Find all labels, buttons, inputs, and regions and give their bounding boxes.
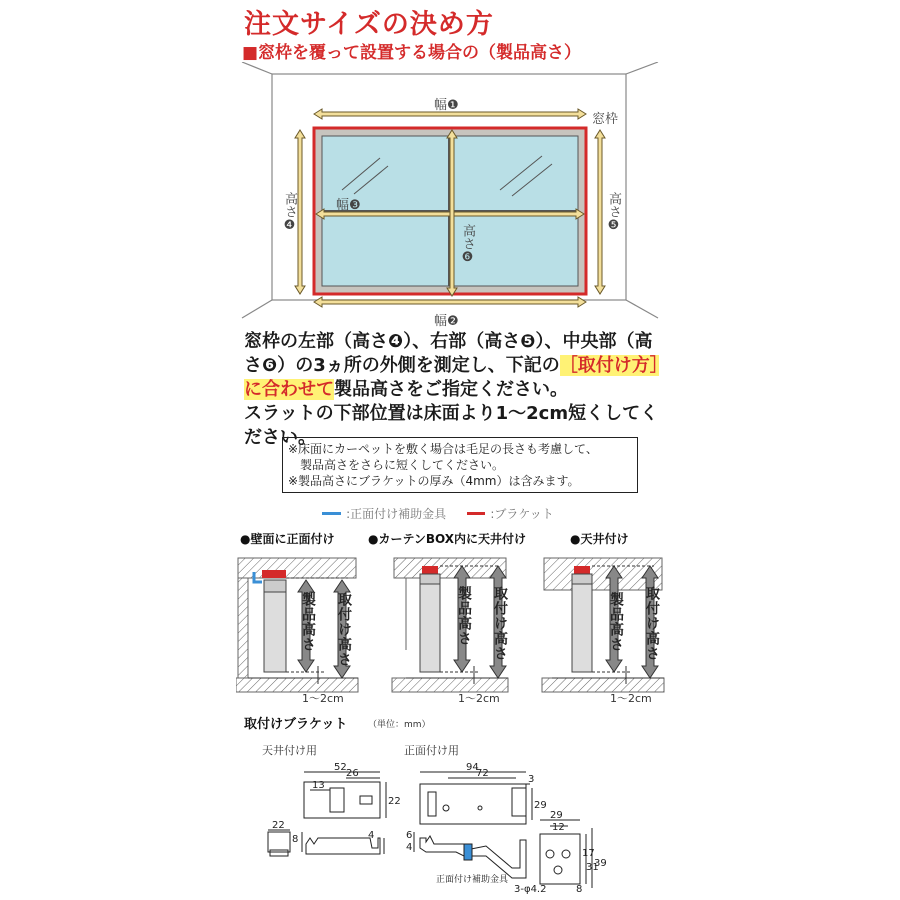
front-bracket-label: 正面付け用 [404,744,459,757]
instruction-text [244,330,664,450]
bracket-drawings [250,758,610,898]
dim-22: 22 [388,796,401,807]
dim-13: 13 [312,780,325,791]
method-3-product-height: 製品高さ [608,592,624,652]
method-2-label: ●カーテンBOX内に天井付け [368,532,527,546]
instruction-part-2: スラットの下部位置は床面より1～2cm短くしてください。 [244,403,659,448]
bracket-section-title: 取付けブラケット [244,717,348,732]
dim-39: 39 [594,858,607,869]
method-2-product-height: 製品高さ [456,586,472,646]
method-1-install-height: 取付け高さ [336,592,352,667]
page-title: 注文サイズの決め方 [244,9,494,40]
dim-12: 12 [552,822,565,833]
method-2-gap: 1～2cm [458,692,500,705]
height-5-label: 高さ❺ [606,192,621,233]
dim-8: 8 [292,834,299,845]
dim-22b: 22 [272,820,285,831]
legend [322,503,554,522]
instruction-part-1-end: 製品高さをご指定ください。 [334,379,568,400]
dim-94: 94 [466,762,479,773]
method-3-install-height: 取付け高さ [644,586,660,661]
instruction-highlight: ［取付け方］に合わせて [244,355,659,400]
frame-label: 窓枠 [592,112,619,127]
dim-31: 31 [586,862,599,873]
aux-bracket-swatch [322,512,341,515]
width-1-label: 幅❶ [434,98,459,113]
dim-6: 6 [406,830,413,841]
height-6-label: 高さ❻ [460,224,475,265]
bracket-swatch [467,512,485,515]
height-4-label: 高さ❹ [282,192,297,233]
method-3-label: ●天井付け [570,532,629,546]
dim-26: 26 [346,768,359,779]
dim-72: 72 [476,768,489,779]
note-line-2: 製品高さをさらに短くしてください。 [288,458,505,472]
method-2-install-height: 取付け高さ [492,586,508,661]
dim-4: 4 [368,830,375,841]
ceiling-bracket-label: 天井付け用 [262,744,317,757]
method-1-label: ●壁面に正面付け [240,532,335,546]
note-line-1: ※床面にカーペットを敷く場合は毛足の長さも考慮して、 [288,442,598,456]
hole-dim: 3-φ4.2 [514,884,547,895]
dim-8b: 8 [576,884,583,895]
method-3-gap: 1～2cm [610,692,652,705]
method-1-gap: 1～2cm [302,692,344,705]
dim-52: 52 [334,762,347,773]
dim-4b: 4 [406,842,413,853]
width-3-label: 幅❸ [336,198,361,213]
legend-aux-label: :正面付け補助金具 [346,507,447,521]
dim-17: 17 [582,848,595,859]
legend-bracket-label: :ブラケット [490,507,554,521]
unit-label: （単位：mm） [368,720,431,730]
page-subtitle: ■窓枠を覆って設置する場合の（製品高さ） [242,43,582,63]
dim-29: 29 [534,800,547,811]
instruction-part-1: 窓枠の左部（高さ❹）、右部（高さ❺）、中央部（高さ❻）の3ヵ所の外側を測定し、下記の [244,331,653,376]
dim-3: 3 [528,774,535,785]
note-box [282,437,638,493]
aux-bracket-label: 正面付け補助金具 [436,875,509,885]
note-line-3: ※製品高さにブラケットの厚み（4mm）は含みます。 [288,474,580,488]
width-2-label: 幅❷ [434,314,459,329]
dim-29b: 29 [550,810,563,821]
method-1-product-height: 製品高さ [300,592,316,652]
